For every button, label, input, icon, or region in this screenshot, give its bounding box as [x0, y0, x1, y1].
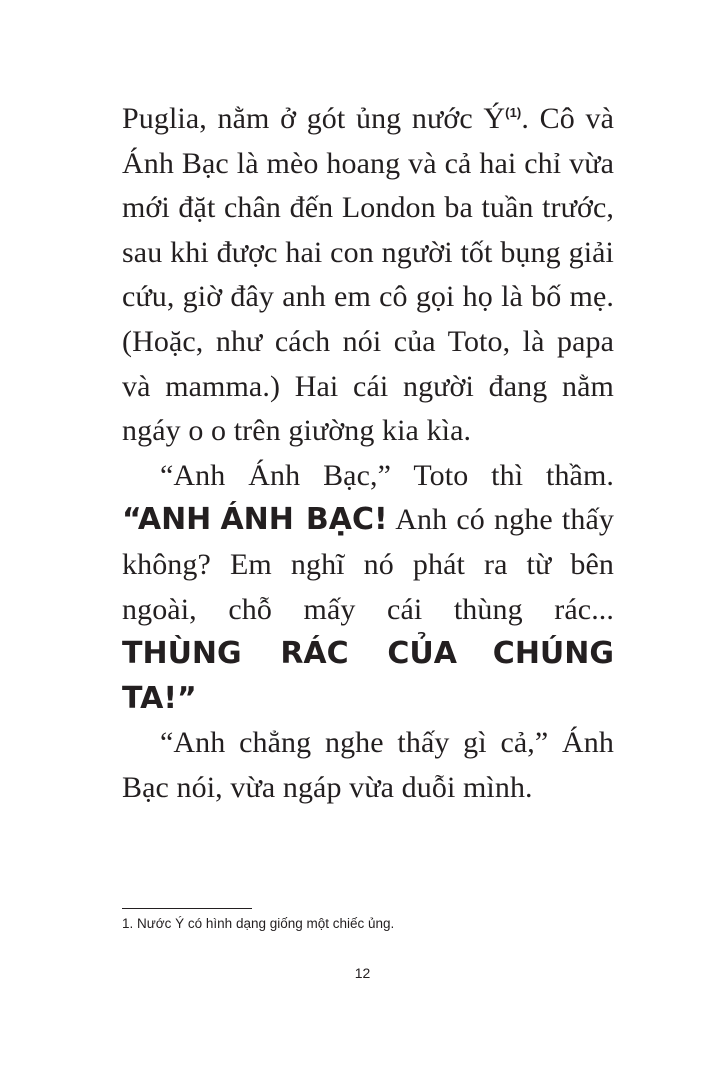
- body-text: [122, 97, 614, 811]
- shout-text-2a: THÙNG RÁC CỦA: [122, 636, 457, 672]
- footnote-divider: [122, 908, 252, 909]
- paragraph-1-text-b: . Cô và Ánh Bạc là mèo hoang và cả hai chỉ vừa mới đặt chân đến London ba tuần trước, sau khi được hai con người tốt bụng giải cứu, giờ đây anh em cô gọi họ là bố mẹ. (Hoặc, như cách nói của Toto, là papa và mamma.) Hai cái người đang nằm ngáy o o trên giường kia kìa.: [122, 102, 614, 448]
- paragraph-2-text-a: “Anh Ánh Bạc,” Toto thì thầm.: [160, 458, 614, 492]
- shout-text-2b: CHÚNG TA!”: [122, 636, 615, 716]
- shout-text-1a: “ANH: [122, 502, 212, 538]
- page-number: 12: [354, 965, 371, 981]
- footnote-reference: (1): [505, 105, 522, 120]
- shout-text-1b: ÁNH BẠC!: [220, 502, 388, 538]
- paragraph-1-text-a: Puglia, nằm ở gót ủng nước Ý: [122, 102, 506, 135]
- paragraph-2: [122, 454, 614, 722]
- footnote: 1. Nước Ý có hình dạng giống một chiếc ủng.: [122, 916, 395, 931]
- paragraph-3: “Anh chẳng nghe thấy gì cả,” Ánh Bạc nói, vừa ngáp vừa duỗi mình.: [122, 726, 614, 804]
- paragraph-1: [122, 97, 614, 454]
- paragraph-2-text-b: Anh có nghe thấy không? Em nghĩ nó phát ra từ bên ngoài, chỗ mấy cái thùng rác...: [122, 503, 614, 626]
